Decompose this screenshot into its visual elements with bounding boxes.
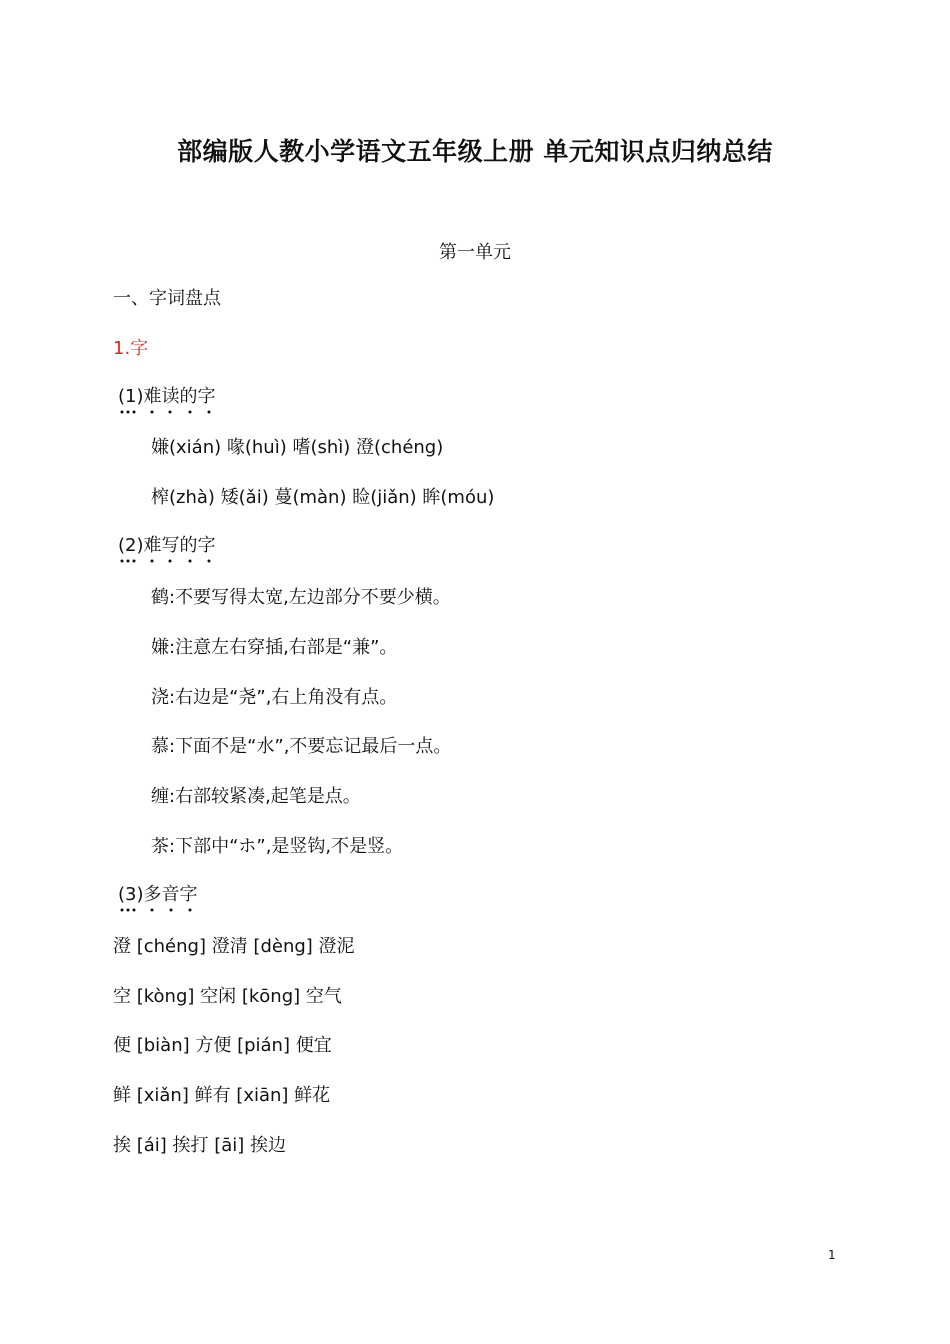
hard-read-heading [118, 385, 216, 409]
hard-write-item: 鹤:不要写得太宽,左边部分不要少横。 [151, 587, 451, 608]
emphasis-dots [120, 907, 220, 913]
polyphonic-item: 澄 [chéng] 澄清 [dèng] 澄泥 [113, 936, 355, 957]
polyphonic-heading-text: (3)多音字 [118, 884, 198, 905]
hard-read-row: 嫌(xián) 喙(huì) 嗜(shì) 澄(chéng) [151, 437, 444, 458]
hard-read-row: 榨(zhà) 矮(ǎi) 蔓(màn) 睑(jiǎn) 眸(móu) [151, 487, 495, 508]
hard-read-heading-text: (1)难读的字 [118, 386, 216, 407]
emphasis-dots [120, 558, 220, 564]
hard-write-item: 浇:右边是“尧”,右上角没有点。 [151, 687, 398, 708]
hard-write-heading-text: (2)难写的字 [118, 535, 216, 556]
emphasis-dots [120, 409, 220, 415]
hard-write-item: 缠:右部较紧凑,起笔是点。 [151, 786, 361, 807]
unit-heading: 第一单元 [439, 242, 511, 263]
hard-write-item: 慕:下面不是“水”,不要忘记最后一点。 [151, 736, 452, 757]
hard-write-item: 嫌:注意左右穿插,右部是“兼”。 [151, 637, 398, 658]
polyphonic-item: 鲜 [xiǎn] 鲜有 [xiān] 鲜花 [113, 1085, 331, 1106]
hard-write-item: 茶:下部中“ホ”,是竖钩,不是竖。 [151, 836, 404, 857]
page-number: 1 [828, 1248, 836, 1262]
polyphonic-item: 空 [kòng] 空闲 [kōng] 空气 [113, 986, 342, 1007]
hard-write-heading [118, 534, 216, 558]
document-title: 部编版人教小学语文五年级上册 单元知识点归纳总结 [177, 137, 773, 166]
subsection-heading: 1.字 [113, 338, 149, 359]
polyphonic-item: 挨 [ái] 挨打 [āi] 挨边 [113, 1135, 287, 1156]
polyphonic-item: 便 [biàn] 方便 [pián] 便宜 [113, 1035, 332, 1056]
section-heading: 一、字词盘点 [113, 288, 221, 309]
polyphonic-heading [118, 883, 198, 907]
